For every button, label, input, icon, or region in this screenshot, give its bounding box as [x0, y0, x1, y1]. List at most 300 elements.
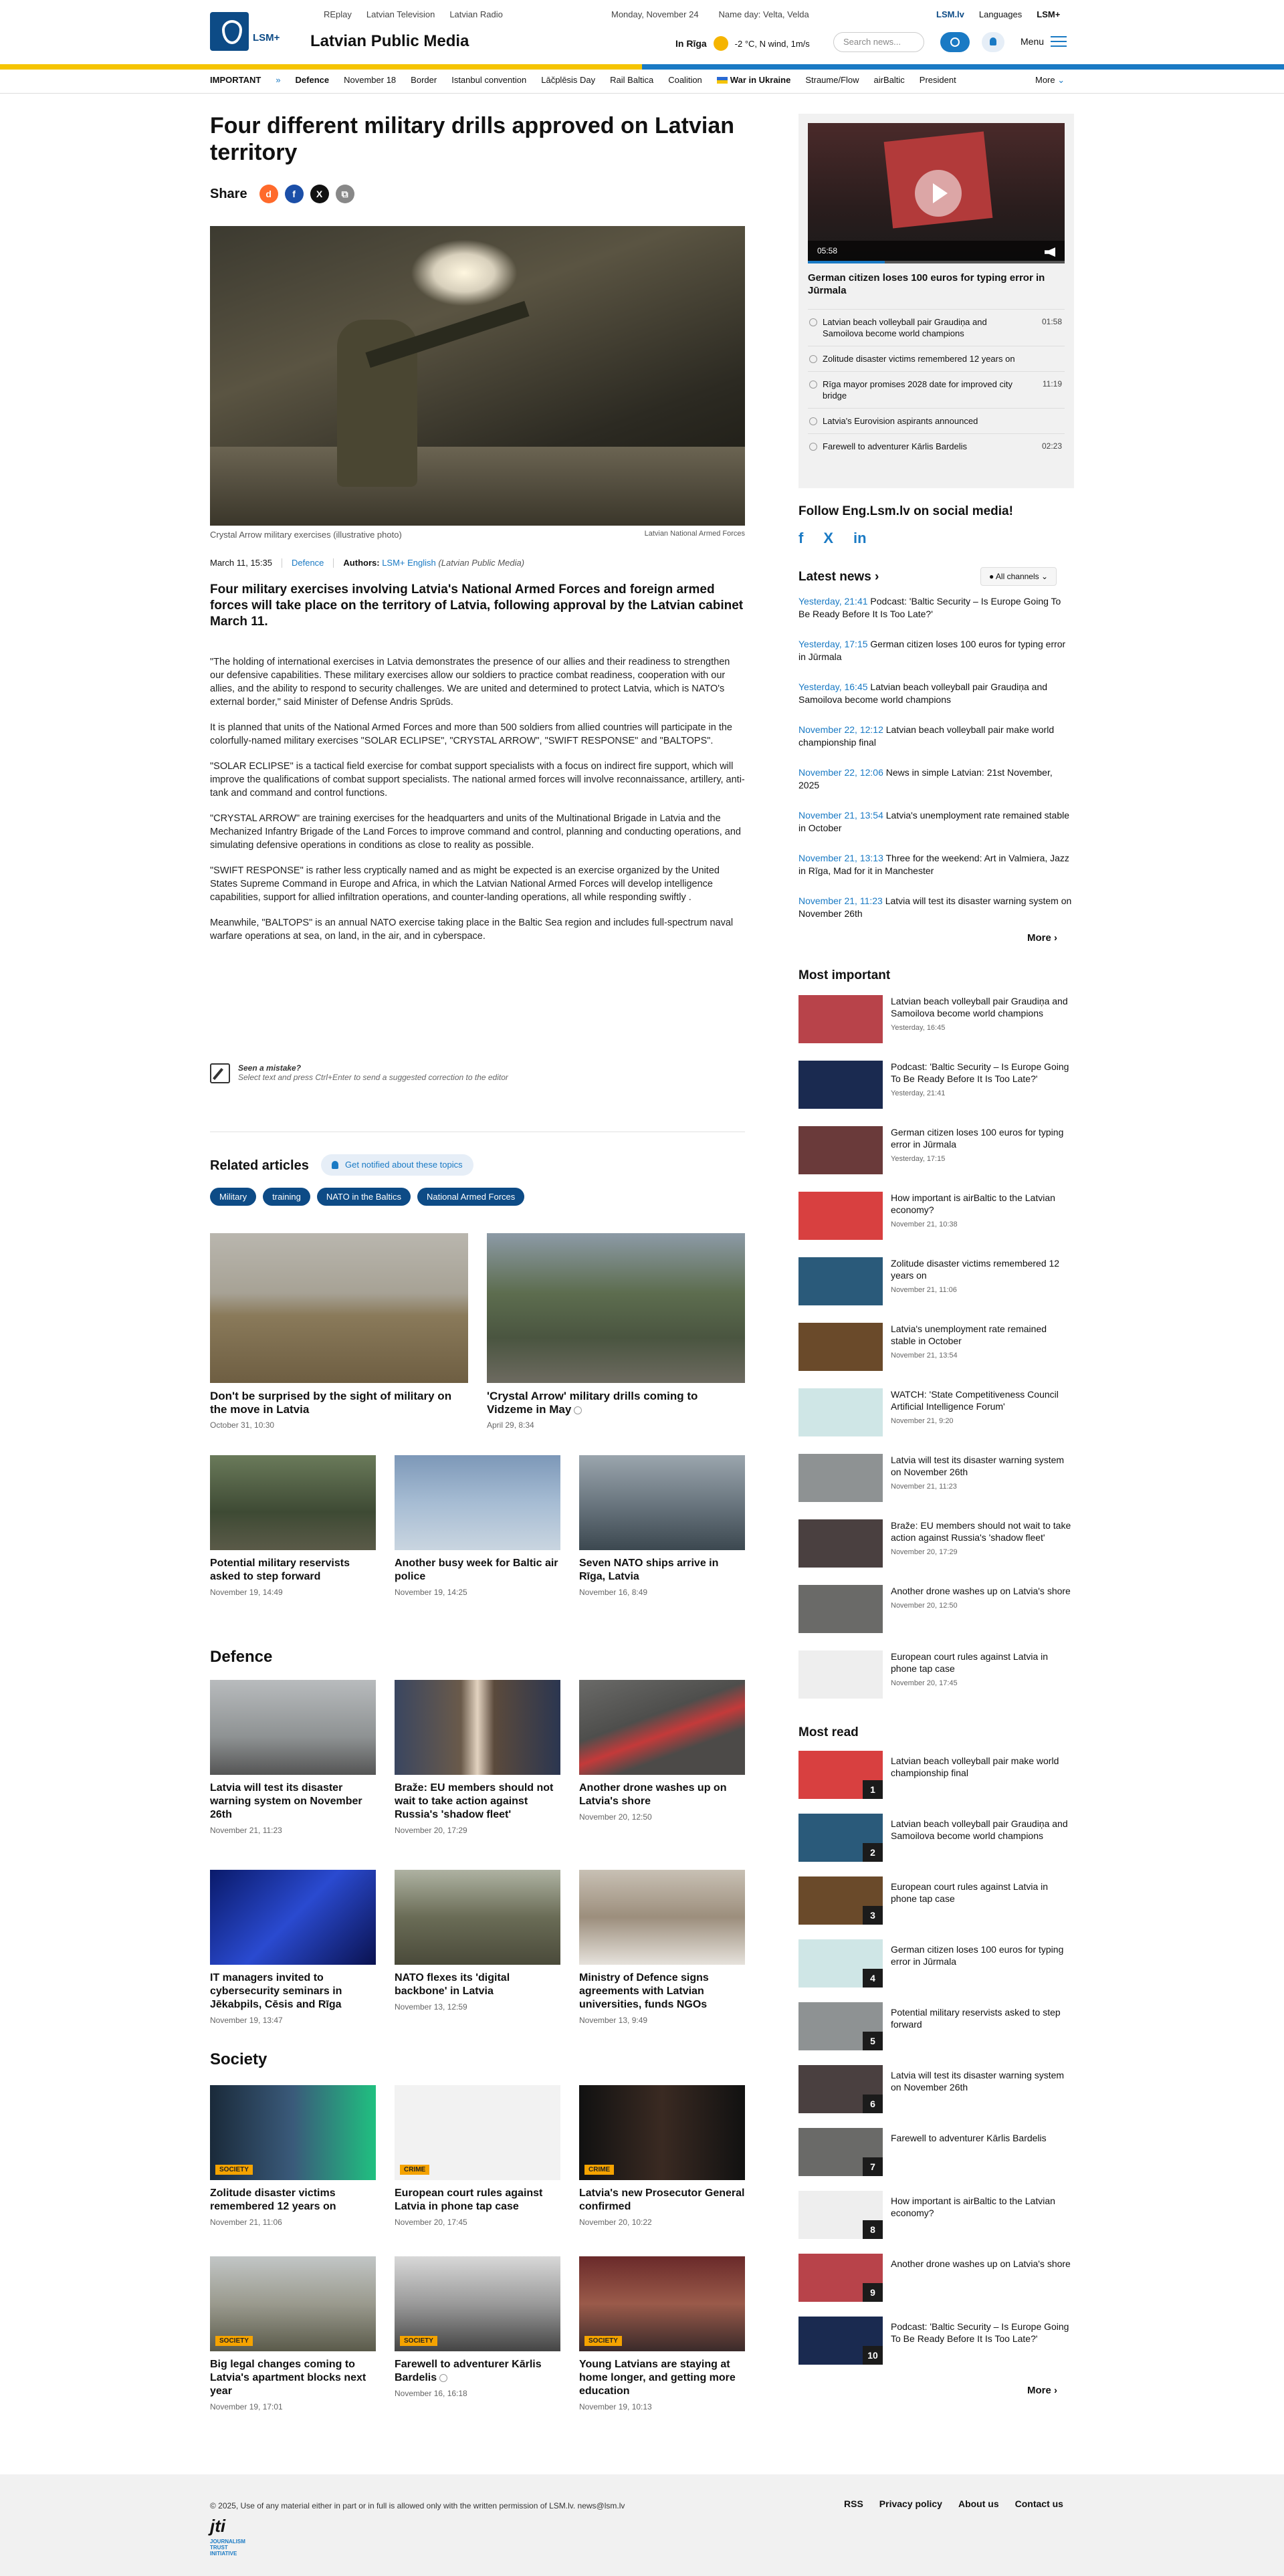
most-important-item[interactable] [798, 1650, 1074, 1703]
rank-number: 6 [863, 2095, 883, 2113]
video-player[interactable] [808, 123, 1065, 263]
latest-news-item[interactable] [798, 681, 1074, 706]
card-date: November 16, 16:18 [395, 2389, 467, 2398]
news-title: Three for the weekend: Art in Valmiera, Jazz in Rīga, Mad for it in Manchester [798, 853, 1069, 876]
video-progress-fill [808, 261, 885, 263]
item-thumbnail [798, 1192, 883, 1240]
card-title [487, 1390, 745, 1416]
topic-president[interactable]: President [919, 75, 956, 85]
search-input[interactable]: Search news... [833, 32, 924, 52]
article-hero-image [210, 226, 745, 526]
category-badge: SOCIETY [584, 2336, 622, 2346]
latest-news-item[interactable] [798, 852, 1074, 877]
most-important-item[interactable] [798, 1257, 1074, 1309]
image-caption [210, 530, 745, 540]
most-important-item[interactable] [798, 1126, 1074, 1178]
defence-card[interactable] [579, 1680, 745, 1822]
card-title: European court rules against Latvia in phone tap case [395, 2187, 543, 2212]
topic-straume[interactable]: Straume/Flow [805, 75, 859, 85]
card-image [579, 2085, 745, 2180]
item-thumbnail [798, 1814, 883, 1862]
weather-text: -2 °C, N wind, 1m/s [734, 38, 810, 49]
item-thumbnail [798, 1061, 883, 1109]
item-thumbnail [798, 1257, 883, 1305]
latest-news-list [798, 595, 1074, 938]
notifications-bell-icon[interactable] [982, 32, 1004, 52]
item-date: November 21, 13:54 [891, 1352, 958, 1360]
most-read-item[interactable] [798, 2317, 1074, 2367]
card-title: Braže: EU members should not wait to take action against Russia's 'shadow fleet' [395, 1782, 554, 1820]
site-title[interactable]: Latvian Public Media [310, 32, 469, 50]
item-date: Yesterday, 21:41 [891, 1089, 946, 1097]
item-title: WATCH: 'State Competitiveness Council Artificial Intelligence Forum' [891, 1389, 1059, 1412]
author-org: (Latvian Public Media) [438, 558, 525, 568]
report-mistake [210, 1063, 508, 1083]
item-text [891, 1585, 1071, 1612]
society-card[interactable] [210, 2085, 376, 2227]
item-date: November 21, 11:06 [891, 1286, 957, 1294]
jti-logo-text: jti [210, 2516, 226, 2536]
lsm-lv-link[interactable]: LSM.lv [936, 9, 964, 19]
item-title: European court rules against Latvia in phone tap case [891, 1651, 1049, 1674]
item-date: November 21, 9:20 [891, 1417, 954, 1425]
card-date: April 29, 8:34 [487, 1420, 534, 1430]
languages-link[interactable]: Languages [978, 9, 1023, 19]
rank-number: 2 [863, 1843, 883, 1862]
item-thumbnail [798, 1751, 883, 1799]
defence-card[interactable] [395, 1680, 560, 1835]
topic-rail-baltica[interactable]: Rail Baltica [610, 75, 654, 85]
category-badge: SOCIETY [215, 2165, 253, 2175]
article-body [210, 655, 745, 955]
defence-card[interactable] [579, 1870, 745, 2025]
article-paragraph: Meanwhile, "BALTOPS" is an annual NATO exercise taking place in the Baltic Sea region and includes full-spectrum naval warfare operations at sea, on land, in the air, and in cyberspace. [210, 918, 734, 942]
item-title: Another drone washes up on Latvia's shore [891, 1586, 1071, 1596]
card-date: November 20, 17:45 [395, 2218, 467, 2227]
item-date: November 21, 10:38 [891, 1220, 958, 1228]
tag-nato-baltics[interactable]: NATO in the Baltics [317, 1188, 411, 1206]
card-image [210, 2256, 376, 2351]
item-title: How important is airBaltic to the Latvian economy? [891, 2195, 1055, 2218]
playlist-title: Rīga mayor promises 2028 date for improved city bridge [823, 379, 1012, 401]
ltv-link[interactable]: Latvian Television [366, 9, 435, 19]
facebook-icon[interactable]: f [798, 530, 804, 546]
tag-training[interactable]: training [263, 1188, 310, 1206]
item-thumbnail [798, 1388, 883, 1436]
card-date: November 13, 12:59 [395, 2002, 467, 2012]
top-links [324, 9, 503, 19]
topic-airbaltic[interactable]: airBaltic [873, 75, 905, 85]
item-title: Zolitude disaster victims remembered 12 years on [891, 1258, 1060, 1281]
most-read-item[interactable] [798, 1939, 1074, 1990]
card-title [395, 2358, 560, 2385]
latest-news-item[interactable] [798, 766, 1074, 792]
card-title: Latvia's new Prosecutor General confirmed [579, 2187, 745, 2212]
card-title: Another drone washes up on Latvia's shore [579, 1782, 727, 1807]
news-title: Latvian beach volleyball pair Graudiņa and Samoilova become world champions [798, 681, 1048, 705]
camera-icon [574, 1406, 582, 1414]
related-card[interactable] [579, 1455, 745, 1597]
card-date: November 20, 17:29 [395, 1826, 467, 1835]
related-card[interactable] [487, 1233, 745, 1430]
news-time: November 22, 12:12 [798, 724, 883, 735]
latest-news-item[interactable] [798, 895, 1074, 920]
social-links [798, 530, 867, 547]
share-label: Share [210, 186, 247, 201]
item-title: German citizen loses 100 euros for typing error in Jūrmala [891, 1127, 1064, 1150]
card-date: October 31, 10:30 [210, 1420, 275, 1430]
card-image [579, 1455, 745, 1550]
most-read-item[interactable] [798, 2065, 1074, 2116]
item-title: Latvia will test its disaster warning system on November 26th [891, 1455, 1065, 1477]
about-link[interactable]: About us [958, 2498, 999, 2509]
x-icon[interactable]: X [823, 530, 834, 546]
footer-links [844, 2498, 1063, 2509]
item-thumbnail [798, 1650, 883, 1699]
rank-number: 10 [863, 2346, 883, 2365]
item-text [891, 1323, 1071, 1362]
draugiem-icon[interactable]: d [259, 185, 278, 203]
most-read-item[interactable] [798, 2254, 1074, 2304]
most-read-item[interactable] [798, 1751, 1074, 1802]
latest-more-link[interactable]: More › [1027, 932, 1058, 944]
topic-border[interactable]: Border [411, 75, 437, 85]
latest-news-title[interactable] [798, 570, 879, 584]
most-important-item[interactable] [798, 1323, 1074, 1375]
menu-label: Menu [1021, 36, 1045, 47]
card-date: November 19, 14:25 [395, 1588, 467, 1597]
item-title: Braže: EU members should not wait to take action against Russia's 'shadow fleet' [891, 1520, 1071, 1543]
facebook-icon[interactable]: f [285, 185, 304, 203]
more-label: More [1027, 2385, 1051, 2396]
article-paragraph: "SOLAR ECLIPSE" is a tactical field exercise for combat support specialists with a focus on indirect fire support, which will improve the qualifications of combat support specialists. The national armed forces will involve reconnaissance, artillery, anti-tank and command and control functions. [210, 761, 745, 798]
author-link[interactable]: LSM+ English [382, 558, 436, 568]
card-title: Potential military reservists asked to step forward [210, 1558, 350, 1582]
card-title: Seven NATO ships arrive in Rīga, Latvia [579, 1558, 719, 1582]
weather-city: In Rīga [675, 38, 707, 49]
rank-number: 7 [863, 2157, 883, 2176]
item-title: German citizen loses 100 euros for typing error in Jūrmala [891, 1944, 1064, 1967]
item-text [891, 1061, 1071, 1099]
all-channels-label: All channels [995, 572, 1039, 581]
item-text [891, 1650, 1071, 1689]
site-footer [0, 2474, 1284, 2576]
item-date: Yesterday, 16:45 [891, 1024, 946, 1032]
most-read-more-link[interactable]: More › [1027, 2385, 1058, 2396]
society-card[interactable] [395, 2256, 560, 2398]
item-thumbnail [798, 1585, 883, 1633]
card-title: Don't be surprised by the sight of military on the move in Latvia [210, 1390, 452, 1416]
article-meta [210, 558, 524, 568]
item-date: November 21, 11:23 [891, 1483, 957, 1491]
item-thumbnail [798, 2002, 883, 2050]
playlist-item[interactable] [808, 346, 1065, 371]
latvian-radio-link[interactable]: Latvian Radio [449, 9, 503, 19]
item-text [891, 1519, 1071, 1558]
card-image [579, 1870, 745, 1965]
society-card[interactable] [395, 2085, 560, 2227]
defence-card[interactable] [210, 1680, 376, 1835]
card-date: November 19, 17:01 [210, 2402, 283, 2411]
news-time: November 21, 13:13 [798, 853, 883, 863]
item-date: November 20, 17:45 [891, 1679, 958, 1687]
topic-war-ukraine[interactable] [717, 75, 791, 85]
rank-number: 8 [863, 2220, 883, 2239]
play-icon[interactable] [915, 170, 962, 217]
playlist-title: Latvian beach volleyball pair Graudiņa and Samoilova become world champions [823, 317, 987, 338]
most-important-item[interactable] [798, 1192, 1074, 1244]
search-button[interactable] [940, 32, 970, 52]
rank-number: 3 [863, 1906, 883, 1925]
latest-news-item[interactable] [798, 809, 1074, 835]
video-controls [808, 241, 1065, 263]
site-header [0, 0, 1284, 64]
article-authors [343, 558, 524, 568]
news-time: November 21, 11:23 [798, 895, 883, 906]
society-card[interactable] [210, 2256, 376, 2411]
card-date: November 19, 13:47 [210, 2016, 283, 2025]
card-title: Another busy week for Baltic air police [395, 1558, 558, 1582]
news-time: Yesterday, 17:15 [798, 639, 868, 649]
topic-lacplesis[interactable]: Lāčplēsis Day [541, 75, 596, 85]
related-card[interactable] [210, 1455, 376, 1597]
follow-title: Follow Eng.Lsm.lv on social media! [798, 504, 1013, 518]
rank-number: 1 [863, 1780, 883, 1799]
item-text [891, 995, 1071, 1034]
most-important-item[interactable] [798, 1454, 1074, 1506]
most-read-item[interactable] [798, 2002, 1074, 2053]
article-paragraph: "SWIFT RESPONSE" is rather less cryptically named and as might be expected is an exercise organized by the United States Supreme Command in Europe and Africa, in which the Latvian National Armed Forces will develop intelligence capabilities, support for allied infiltration operations, and counter-landing operations, all while responding swiftly . [210, 865, 720, 903]
rss-link[interactable]: RSS [844, 2498, 863, 2509]
most-important-item[interactable] [798, 1519, 1074, 1572]
section-title-society[interactable]: Society [210, 2050, 268, 2068]
latest-news-item[interactable] [798, 595, 1074, 621]
topic-bar [0, 70, 1284, 94]
category-badge: CRIME [584, 2165, 614, 2175]
news-title: Latvia's unemployment rate remained stable in October [798, 810, 1070, 833]
card-title: Ministry of Defence signs agreements with Latvian universities, funds NGOs [579, 1972, 709, 2010]
article-category-link[interactable]: Defence [291, 558, 324, 568]
header-right-links [936, 9, 1060, 19]
item-title: Latvian beach volleyball pair make world championship final [891, 1755, 1059, 1778]
related-card[interactable] [395, 1455, 560, 1597]
latest-news-item[interactable] [798, 724, 1074, 749]
item-thumbnail [798, 2065, 883, 2113]
item-text [891, 1192, 1071, 1230]
card-image [210, 1680, 376, 1775]
news-title: Latvian beach volleyball pair make world championship final [798, 724, 1055, 748]
header-color-stripe [0, 64, 1284, 70]
news-title: German citizen loses 100 euros for typing error in Jūrmala [798, 639, 1066, 662]
defence-card[interactable] [395, 1870, 560, 2012]
item-title: European court rules against Latvia in phone tap case [891, 1881, 1049, 1904]
topic-defence[interactable]: Defence [295, 75, 330, 85]
item-title: Latvian beach volleyball pair Graudiņa and Samoilova become world champions [891, 996, 1068, 1018]
article-paragraph: It is planned that units of the National Armed Forces and more than 500 soldiers from allied countries will participate in the colorfully-named military exercises "SOLAR ECLIPSE", "CRYSTAL ARROW", "SWIFT RESPONSE" and "BALTOPS". [210, 722, 732, 746]
category-badge: SOCIETY [400, 2336, 437, 2346]
nameday: Name day: Velta, Velda [718, 9, 809, 19]
item-thumbnail [798, 1454, 883, 1502]
most-read-item[interactable] [798, 1876, 1074, 1927]
most-read-item[interactable] [798, 2128, 1074, 2179]
jti-logo-subtext: JOURNALISM TRUST INITIATIVE [210, 2539, 245, 2557]
item-thumbnail [798, 2128, 883, 2176]
card-date: November 13, 9:49 [579, 2016, 648, 2025]
lsm-plus-link[interactable]: LSM+ [1037, 9, 1061, 19]
playlist-duration: 11:19 [1042, 379, 1062, 389]
playlist-title: Farewell to adventurer Kārlis Bardelis [823, 441, 968, 451]
topic-coalition[interactable]: Coalition [668, 75, 702, 85]
logo-text: LSM+ [253, 32, 280, 43]
news-title: News in simple Latvian: 21st November, 2025 [798, 767, 1053, 790]
item-title: Podcast: 'Baltic Security – Is Europe Going To Be Ready Before It Is Too Late?' [891, 2321, 1069, 2344]
card-title: NATO flexes its 'digital backbone' in Latvia [395, 1972, 510, 1997]
video-progress[interactable] [808, 261, 1065, 263]
item-thumbnail [798, 2254, 883, 2302]
card-image [210, 1233, 468, 1383]
card-image [395, 1870, 560, 1965]
contact-link[interactable]: Contact us [1014, 2498, 1063, 2509]
notify-topics-button[interactable]: Get notified about these topics [321, 1154, 473, 1176]
article-paragraph: "The holding of international exercises in Latvia demonstrates the presence of our allies and their readiness to strengthen our defensive capabilities. These military exercises allow our soldiers to practice combat readiness, cooperation with our allies, and the ability to respond to security challenges. We are united and determined to protect Latvia, which is NATO's external border," said Minister of Defense Andris Sprūds. [210, 657, 730, 708]
card-title: Young Latvians are staying at home longer, and getting more education [579, 2359, 736, 2397]
item-thumbnail [798, 1519, 883, 1568]
card-date: November 19, 10:13 [579, 2402, 652, 2411]
section-title-defence[interactable]: Defence [210, 1648, 273, 1666]
most-important-item[interactable] [798, 1061, 1074, 1113]
item-text [891, 1388, 1071, 1427]
article-date: March 11, 15:35 [210, 558, 272, 568]
mistake-hint: Select text and press Ctrl+Enter to send a suggested correction to the editor [238, 1073, 508, 1082]
tag-armed-forces[interactable]: National Armed Forces [417, 1188, 524, 1206]
card-title: Big legal changes coming to Latvia's apartment blocks next year [210, 2359, 366, 2397]
copy-link-icon[interactable]: ⧉ [336, 185, 354, 203]
item-date: November 20, 12:50 [891, 1602, 958, 1610]
news-title: Podcast: 'Baltic Security – Is Europe Going To Be Ready Before It Is Too Late?' [798, 596, 1061, 619]
most-read-item[interactable] [798, 2191, 1074, 2242]
card-date: November 21, 11:23 [210, 1826, 282, 1835]
x-icon[interactable]: X [310, 185, 329, 203]
card-image [395, 1680, 560, 1775]
item-thumbnail [798, 1126, 883, 1174]
all-channels-select[interactable]: ● All channels ⌄ [980, 567, 1057, 586]
news-time: Yesterday, 21:41 [798, 596, 868, 607]
lsm-logo[interactable] [210, 12, 286, 51]
latest-news-item[interactable] [798, 638, 1074, 663]
society-card[interactable] [579, 2256, 745, 2411]
share-bar [210, 185, 354, 203]
privacy-link[interactable]: Privacy policy [879, 2498, 942, 2509]
video-playlist [808, 309, 1065, 459]
item-date: Yesterday, 17:15 [891, 1155, 946, 1163]
copyright-text: © 2025, Use of any material either in part or in full is allowed only with the written permission of LSM.lv. news@lsm.lv [210, 2501, 625, 2510]
weather-widget [675, 36, 810, 51]
item-thumbnail [798, 2317, 883, 2365]
card-date: November 16, 8:49 [579, 1588, 648, 1597]
tag-military[interactable]: Military [210, 1188, 256, 1206]
rank-number: 5 [863, 2032, 883, 2050]
rank-number: 4 [863, 1969, 883, 1988]
current-date: Monday, November 24 [611, 9, 699, 19]
sun-icon [714, 36, 728, 51]
news-title: Latvia will test its disaster warning system on November 26th [798, 895, 1072, 919]
item-title: Latvia's unemployment rate remained stable in October [891, 1323, 1047, 1346]
most-read-item[interactable] [798, 1814, 1074, 1864]
card-image [487, 1233, 745, 1383]
item-title: Another drone washes up on Latvia's shore [891, 2258, 1071, 2269]
chevron-right-icon: › [875, 570, 879, 584]
card-title: Zolitude disaster victims remembered 12 years on [210, 2187, 336, 2212]
most-important-item[interactable] [798, 1585, 1074, 1637]
topic-tags [210, 1188, 524, 1206]
news-time: Yesterday, 16:45 [798, 681, 868, 692]
jti-logo[interactable] [210, 2516, 254, 2557]
card-title-text: Farewell to adventurer Kārlis Bardelis [395, 2359, 542, 2383]
item-text [891, 1126, 1071, 1165]
hamburger-icon [1051, 36, 1067, 47]
topics-more-button[interactable] [1035, 75, 1065, 86]
most-important-title: Most important [798, 968, 891, 982]
card-title-text: 'Crystal Arrow' military drills coming to Vidzeme in May [487, 1390, 698, 1416]
playlist-item[interactable] [808, 371, 1065, 408]
camera-icon [439, 2374, 447, 2382]
video-title[interactable]: German citizen loses 100 euros for typing error in Jūrmala [808, 272, 1045, 296]
most-important-item[interactable] [798, 1388, 1074, 1440]
playlist-item[interactable] [808, 433, 1065, 459]
authors-label: Authors: [343, 558, 380, 568]
divider [333, 558, 334, 568]
card-date: November 19, 14:49 [210, 1588, 283, 1597]
most-important-item[interactable] [798, 995, 1074, 1047]
card-image [579, 2256, 745, 2351]
replay-link[interactable]: REplay [324, 9, 352, 19]
item-thumbnail [798, 1876, 883, 1925]
card-image [395, 2085, 560, 2180]
article-paragraph: "CRYSTAL ARROW" are training exercises for the headquarters and units of the Multinational Brigade in Latvia and the Mechanized Infantry Brigade of the Land Forces to improve command and control, planning and conducting operations, and simulating defensive operations in conditions as close to reality as possible. [210, 813, 741, 851]
linkedin-icon[interactable]: in [853, 530, 867, 546]
topic-istanbul[interactable]: Istanbul convention [451, 75, 527, 85]
topic-november-18[interactable]: November 18 [344, 75, 397, 85]
video-widget [798, 114, 1074, 488]
category-badge: CRIME [400, 2165, 429, 2175]
related-card[interactable] [210, 1233, 468, 1430]
card-image [210, 2085, 376, 2180]
news-time: November 22, 12:06 [798, 767, 883, 778]
rank-number: 9 [863, 2283, 883, 2302]
video-time: 05:58 [817, 246, 838, 255]
playlist-title: Zolitude disaster victims remembered 12 years on [823, 354, 1015, 364]
card-image [210, 1455, 376, 1550]
ukraine-flag-icon [717, 77, 728, 84]
society-card[interactable] [579, 2085, 745, 2227]
card-image [395, 2256, 560, 2351]
item-title: Latvia will test its disaster warning system on November 26th [891, 2070, 1065, 2092]
card-image [395, 1455, 560, 1550]
playlist-item[interactable] [808, 309, 1065, 346]
item-thumbnail [798, 1939, 883, 1988]
item-title: Latvian beach volleyball pair Graudiņa and Samoilova become world champions [891, 1818, 1068, 1841]
playlist-item[interactable] [808, 408, 1065, 433]
topic-war-ukraine-label: War in Ukraine [730, 75, 791, 85]
card-title: IT managers invited to cybersecurity seminars in Jēkabpils, Cēsis and Rīga [210, 1972, 342, 2010]
menu-button[interactable] [1021, 36, 1067, 47]
related-title: Related articles [210, 1158, 309, 1173]
item-title: Podcast: 'Baltic Security – Is Europe Going To Be Ready Before It Is Too Late?' [891, 1061, 1069, 1084]
item-thumbnail [798, 2191, 883, 2239]
news-time: November 21, 13:54 [798, 810, 883, 821]
mistake-title: Seen a mistake? [238, 1063, 302, 1073]
defence-card[interactable] [210, 1870, 376, 2025]
